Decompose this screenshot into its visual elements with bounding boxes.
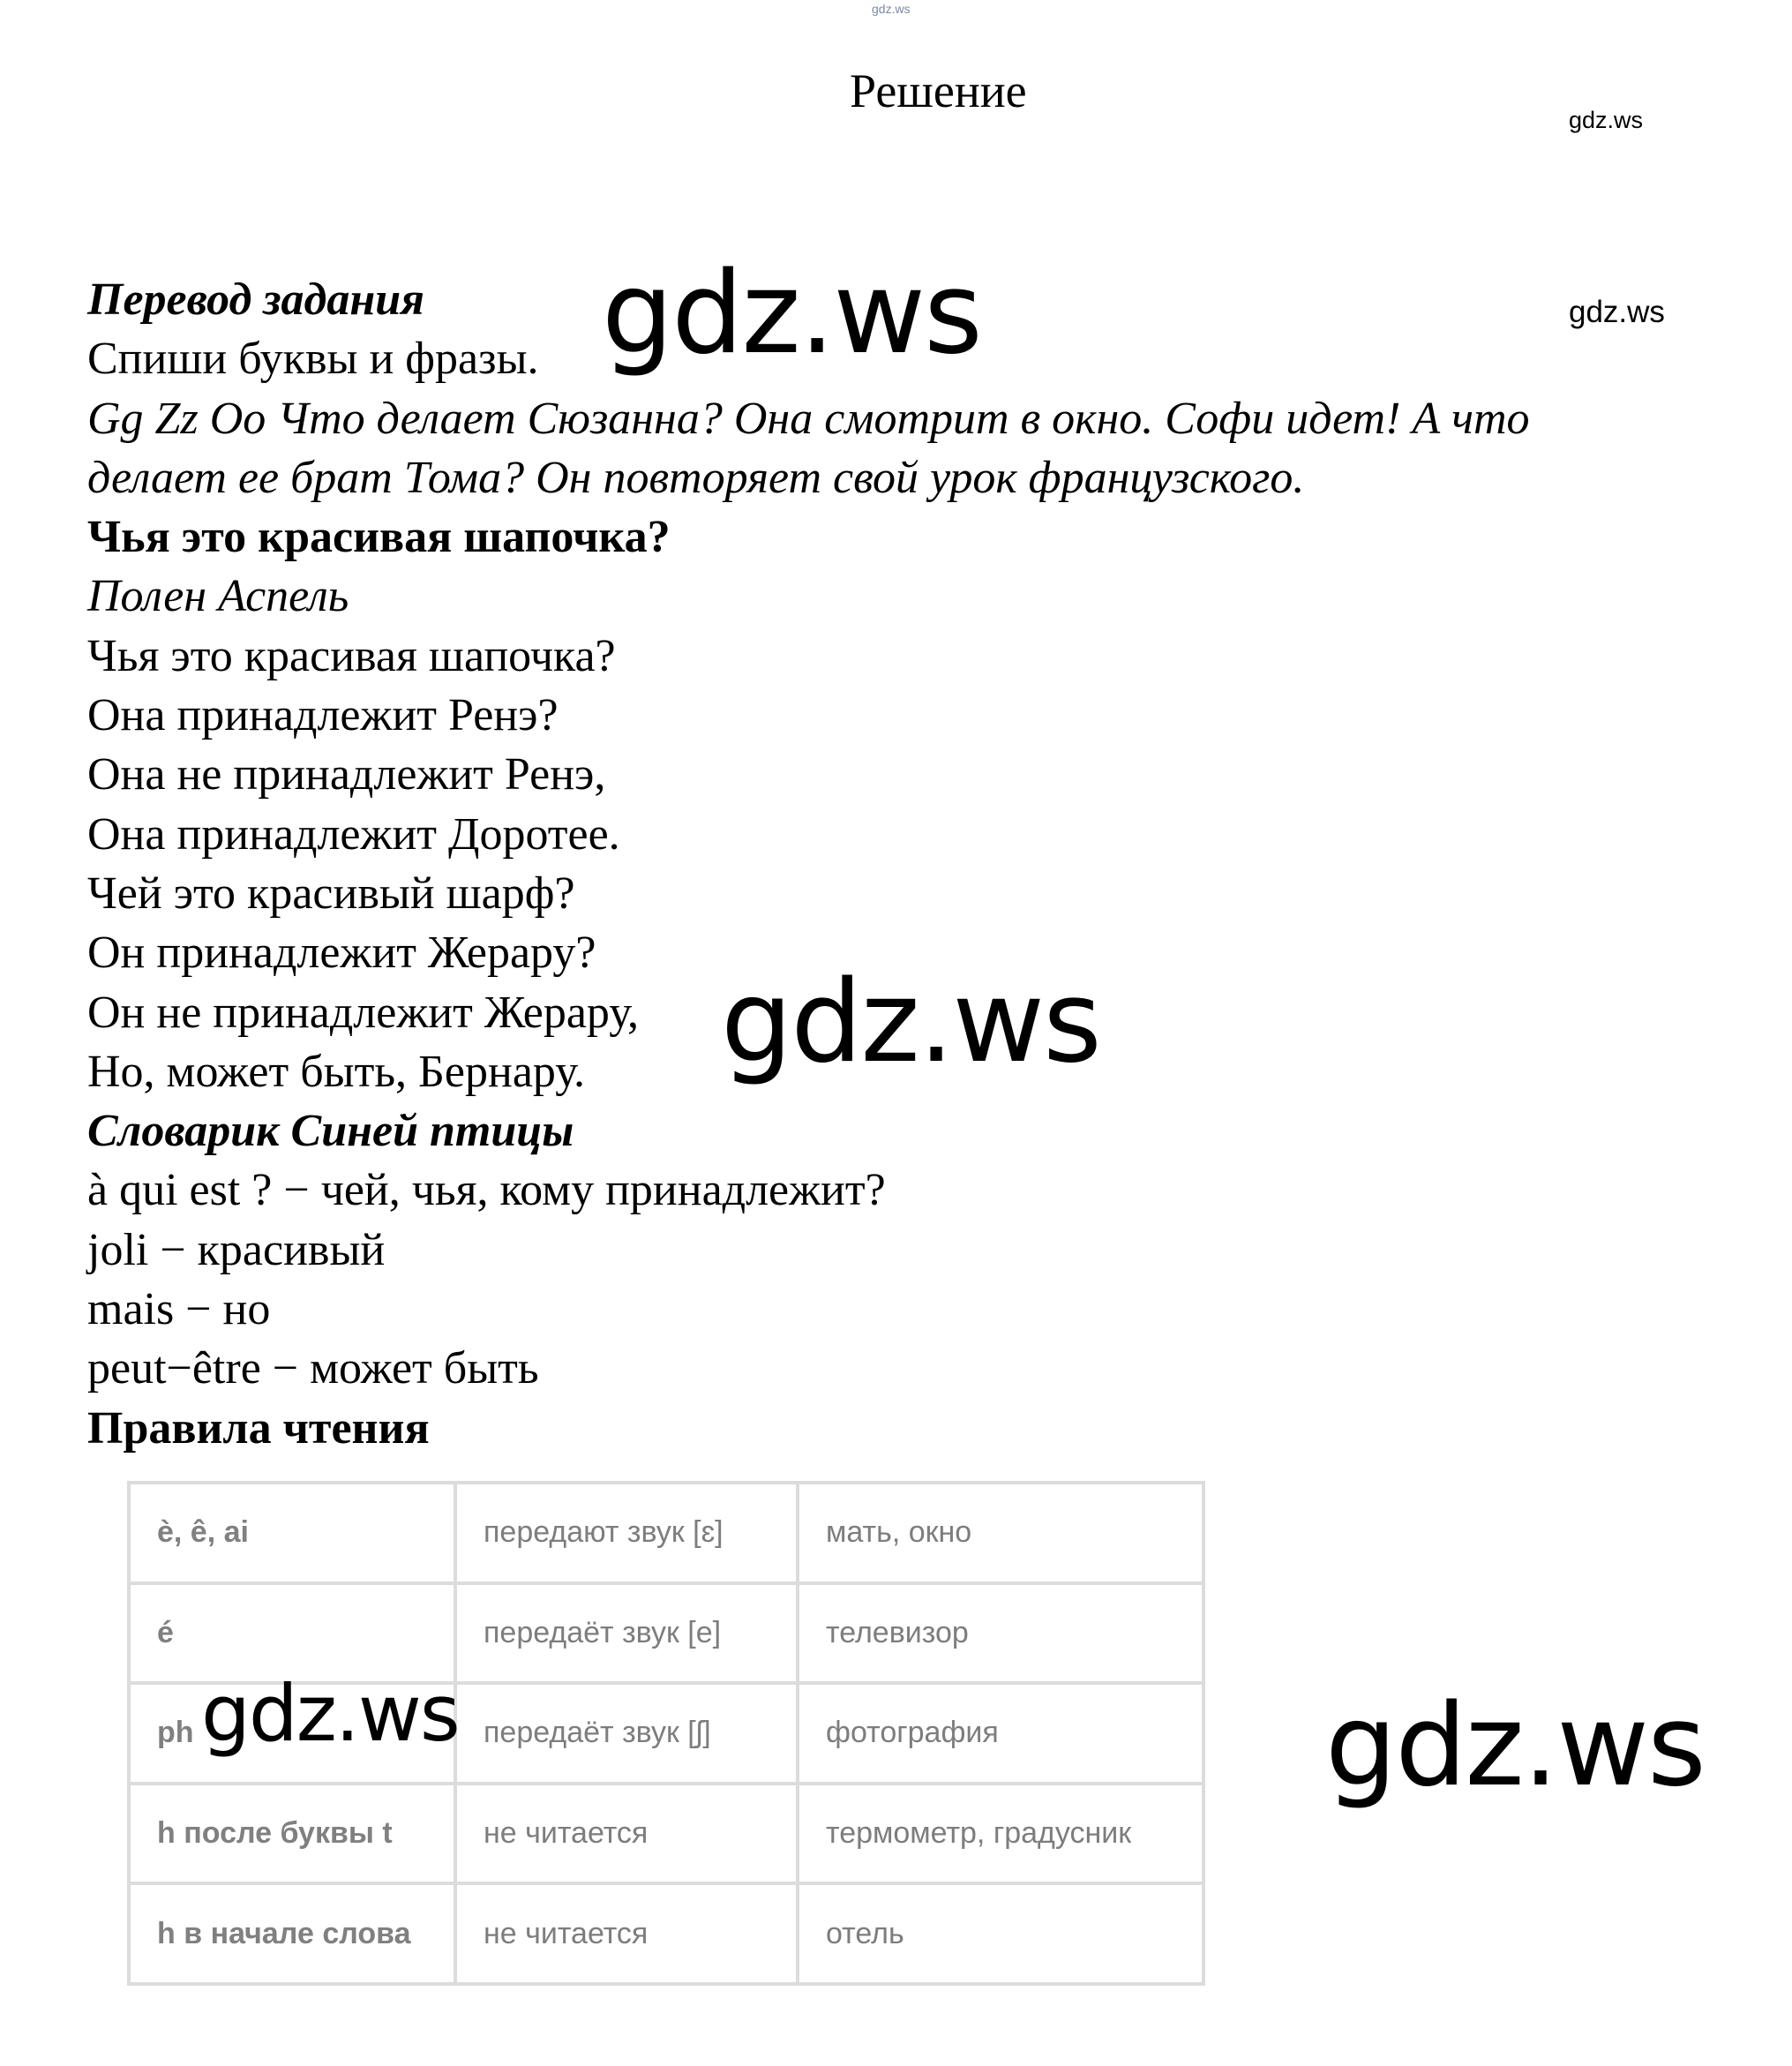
- watermark-large: gdz.ws: [602, 248, 981, 379]
- table-row: [129, 1883, 1203, 1984]
- watermark-large: gdz.ws: [1325, 1680, 1705, 1812]
- vocab-entry: mais − но: [87, 1284, 271, 1335]
- table-cell-letters: ph: [129, 1683, 455, 1784]
- table-cell-letters: è, ê, ai: [129, 1483, 455, 1583]
- table-cell-example: мать, окно: [798, 1483, 1203, 1583]
- vocab-entry: peut−être − может быть: [87, 1343, 539, 1394]
- table-cell-sound: передаёт звук [ʃ]: [455, 1683, 798, 1784]
- table-cell-sound: передаёт звук [e]: [455, 1583, 798, 1684]
- watermark-medium: gdz.ws: [1569, 295, 1665, 329]
- top-watermark: gdz.ws: [872, 2, 911, 16]
- poem-line: Но, может быть, Бернару.: [87, 1046, 586, 1097]
- poem-line: Она не принадлежит Ренэ,: [87, 749, 606, 800]
- table-cell-example: отель: [798, 1883, 1203, 1984]
- poem-line: Он не принадлежит Жерару,: [87, 987, 640, 1038]
- table-cell-letters: h после буквы t: [129, 1784, 455, 1884]
- text-line: Спиши буквы и фразы.: [87, 334, 539, 385]
- poem-line: Она принадлежит Ренэ?: [87, 690, 559, 741]
- section-heading-translation: Перевод задания: [87, 274, 424, 325]
- table-cell-sound: не читается: [455, 1784, 798, 1884]
- watermark-small: gdz.ws: [1569, 107, 1644, 133]
- table-cell-example: термометр, градусник: [798, 1784, 1203, 1884]
- watermark-large: gdz.ws: [201, 1668, 459, 1759]
- poem-author: Полен Аспель: [87, 571, 349, 622]
- section-heading-vocabulary: Словарик Синей птицы: [87, 1106, 574, 1157]
- vocab-entry: à qui est ? − чей, чья, кому принадлежит?: [87, 1165, 886, 1216]
- table-cell-example: фотография: [798, 1683, 1203, 1784]
- poem-line: Она принадлежит Доротее.: [87, 808, 620, 860]
- section-heading-reading-rules: Правила чтения: [87, 1402, 430, 1454]
- watermark-large: gdz.ws: [721, 957, 1100, 1088]
- table-row: [129, 1784, 1203, 1884]
- table-cell-sound: передают звук [ɛ]: [455, 1483, 798, 1583]
- text-line: делает ее брат Тома? Он повторяет свой урок французского.: [87, 452, 1305, 503]
- vocab-entry: joli − красивый: [87, 1224, 386, 1275]
- table-cell-example: телевизор: [798, 1583, 1203, 1684]
- table-row: [129, 1483, 1203, 1583]
- page-title: Решение: [850, 64, 1027, 117]
- document-body: [87, 270, 1764, 1458]
- poem-line: Он принадлежит Жерару?: [87, 928, 596, 979]
- table-cell-sound: не читается: [455, 1883, 798, 1984]
- poem-line: Чья это красивая шапочка?: [87, 630, 616, 681]
- table-cell-letters: é: [129, 1583, 455, 1684]
- poem-title: Чья это красивая шапочка?: [87, 512, 671, 563]
- table-cell-letters: h в начале слова: [129, 1883, 455, 1984]
- text-line: Gg Zz Oo Что делает Сюзанна? Она смотрит в окно. Софи идет! А что: [87, 393, 1530, 444]
- poem-line: Чей это красивый шарф?: [87, 868, 575, 919]
